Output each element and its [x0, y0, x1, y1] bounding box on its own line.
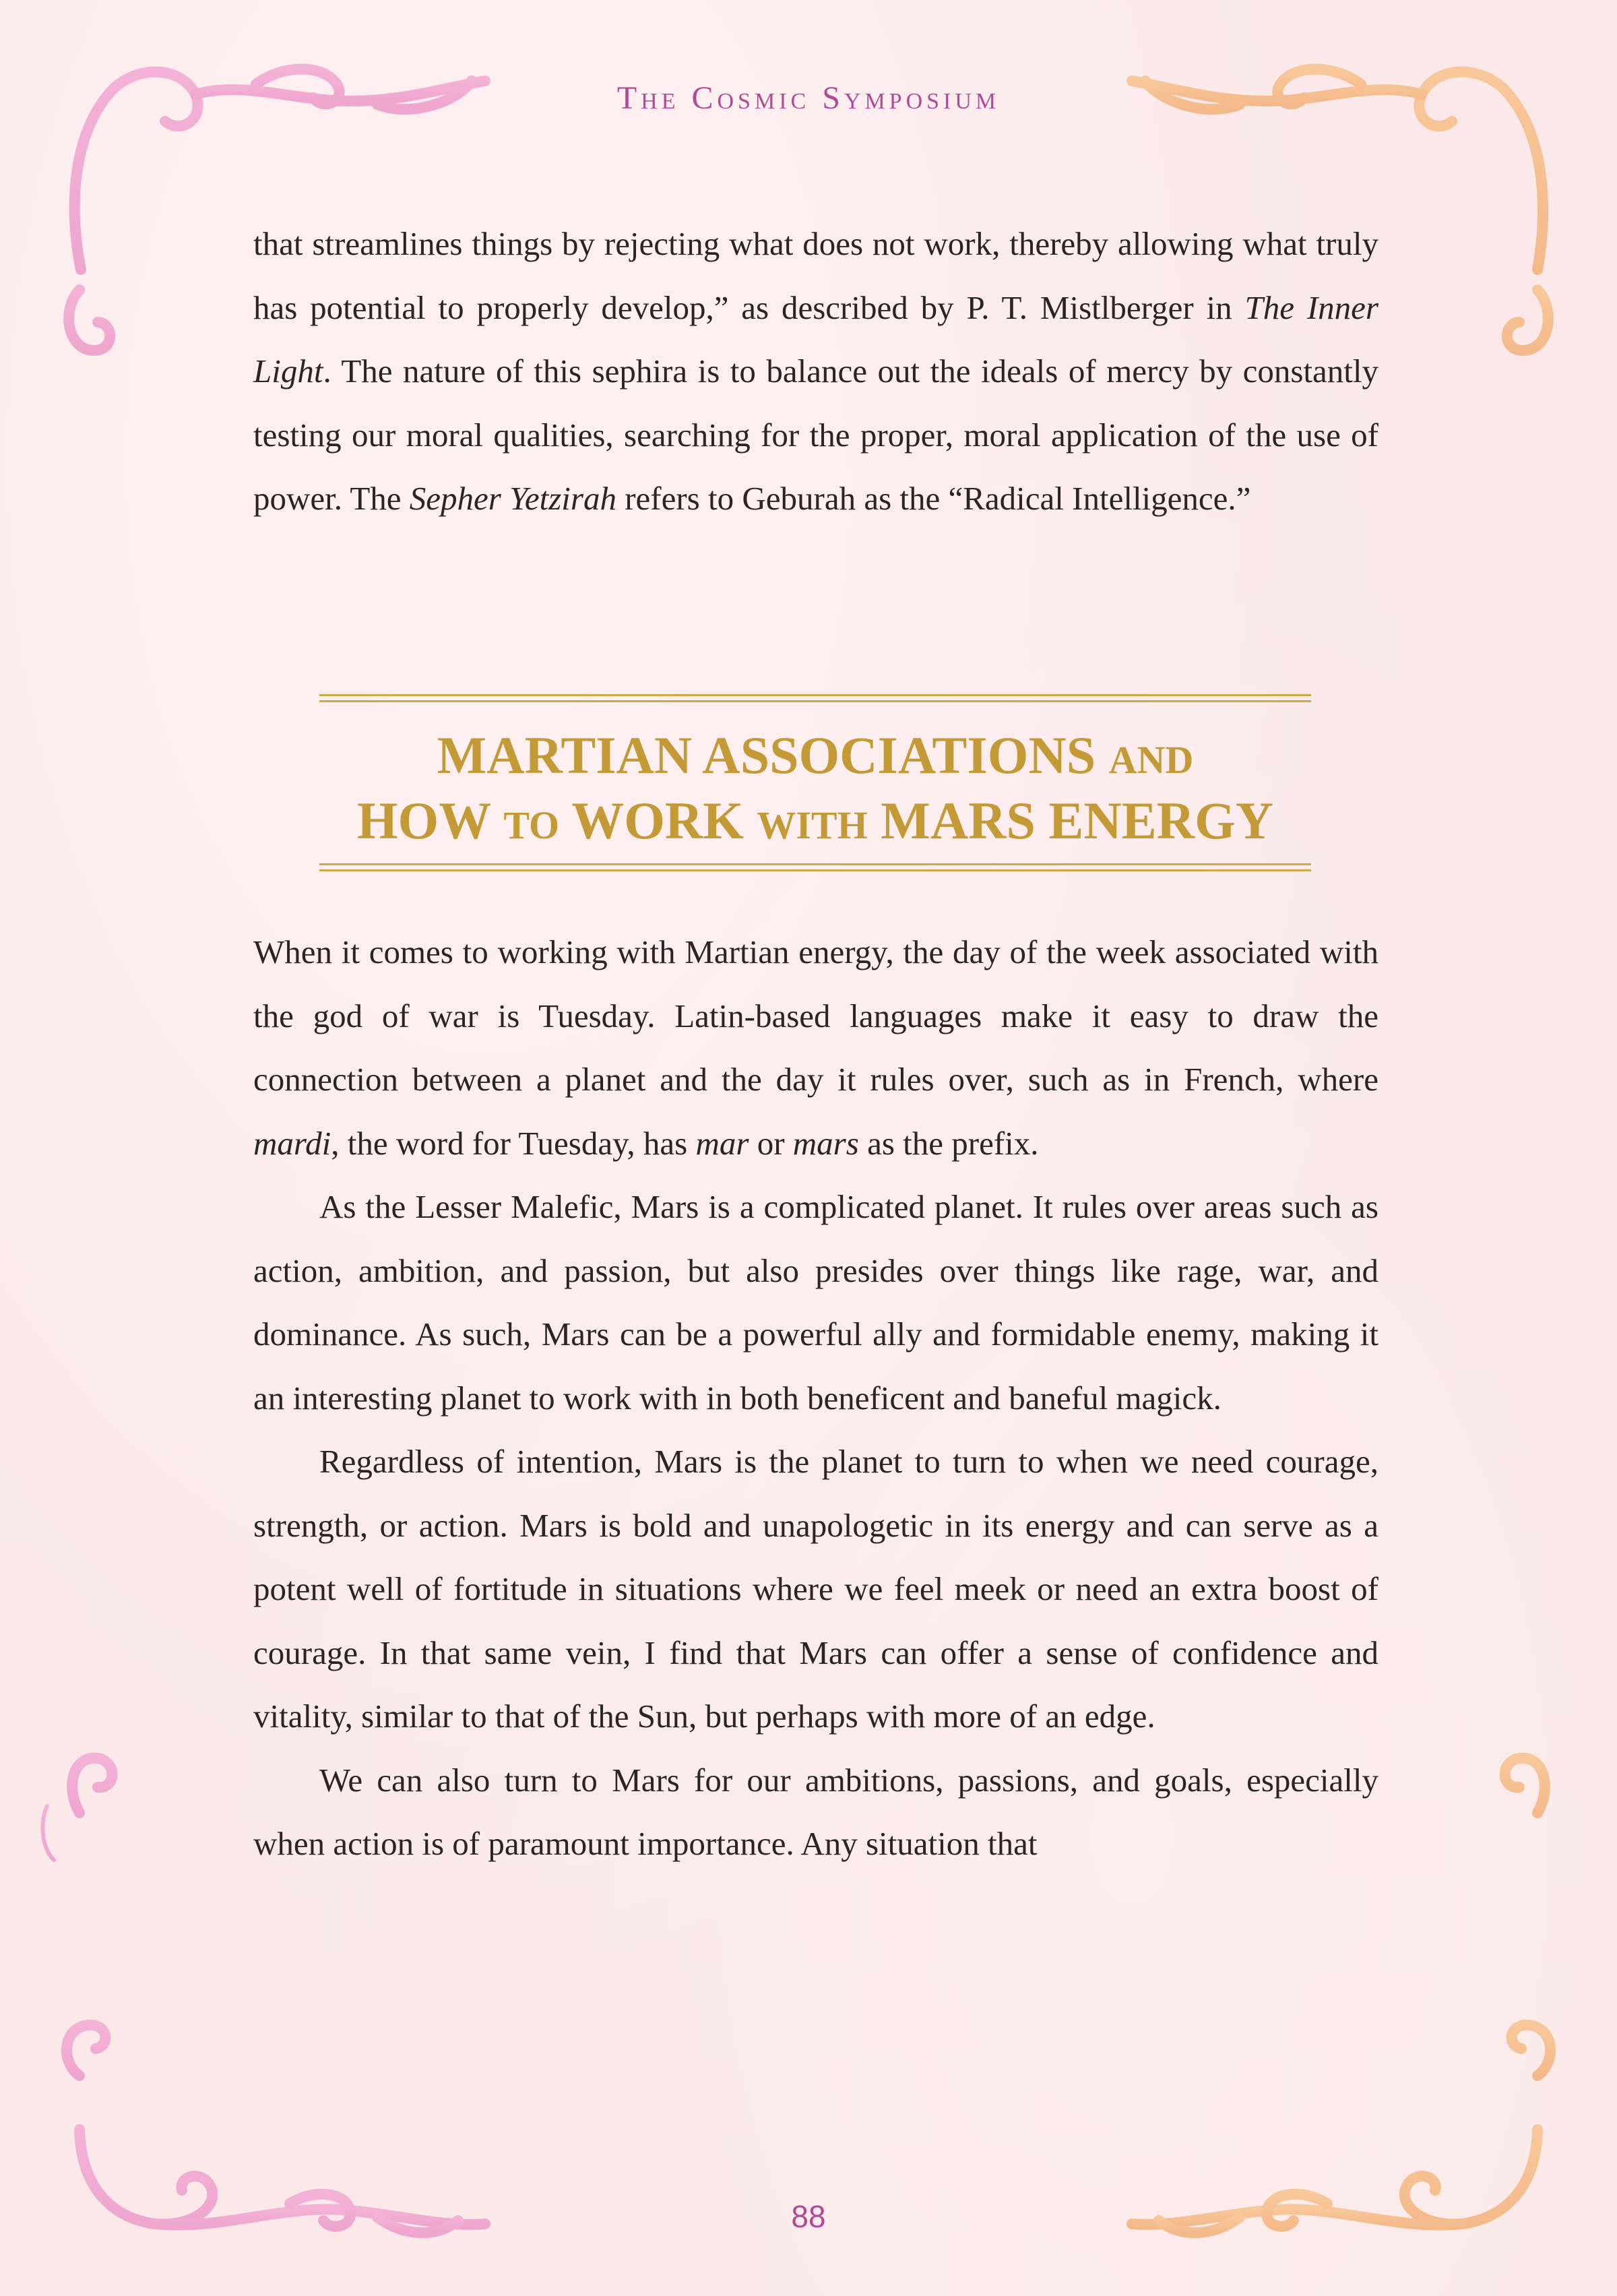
- paragraph: When it comes to working with Martian energy, the day of the week associated with the god of war is Tuesday. Latin-based languages make it easy to draw the connection between a planet and the day it rules over, such as in French, where mardi, the word for Tuesday, has mar or mars as the prefix.: [253, 933, 1378, 1162]
- heading-line-2: HOW TO WORK WITH MARS ENERGY: [356, 791, 1274, 850]
- heading-line-1: MARTIAN ASSOCIATIONS AND: [437, 726, 1194, 784]
- paragraph: We can also turn to Mars for our ambitions, passions, and goals, especially when action is of paramount importance. Any situation that: [253, 1761, 1378, 1862]
- heading-rule: [319, 700, 1311, 702]
- body-text: [253, 921, 1378, 1876]
- section-heading-box: [319, 694, 1311, 869]
- paragraph: that streamlines things by rejecting what does not work, thereby allowing what truly has potential to properly develop,” as described by P. T. Mistlberger in The Inner Light. The nature of this sephira is to balance out the ideals of mercy by constantly testing our moral qualities, searching for the proper, moral application of the use of power. The Sepher Yetzirah refers to Geburah as the “Radical Intelligence.”: [253, 225, 1378, 517]
- page-number: 88: [791, 2199, 826, 2234]
- section-heading: [319, 725, 1311, 856]
- heading-rule: [319, 694, 1311, 696]
- paragraph: As the Lesser Malefic, Mars is a complicated planet. It rules over areas such as action, ambition, and passion, but also presides over things like rage, war, and dominance. As such, Mars can be a powerful ally and formidable enemy, making it an interesting planet to work with in both beneficent and baneful magick.: [253, 1188, 1378, 1417]
- heading-rule: [319, 869, 1311, 871]
- running-head: The Cosmic Symposium: [616, 80, 1001, 116]
- heading-rule: [319, 863, 1311, 865]
- paragraph: Regardless of intention, Mars is the planet to turn to when we need courage, strength, or action. Mars is bold and unapologetic in its energy and can serve as a potent well of fortitude in situations where we feel meek or need an extra boost of courage. In that same vein, I find that Mars can offer a sense of confidence and vitality, similar to that of the Sun, but perhaps with more of an edge.: [253, 1443, 1378, 1735]
- top-paragraph: [253, 212, 1378, 531]
